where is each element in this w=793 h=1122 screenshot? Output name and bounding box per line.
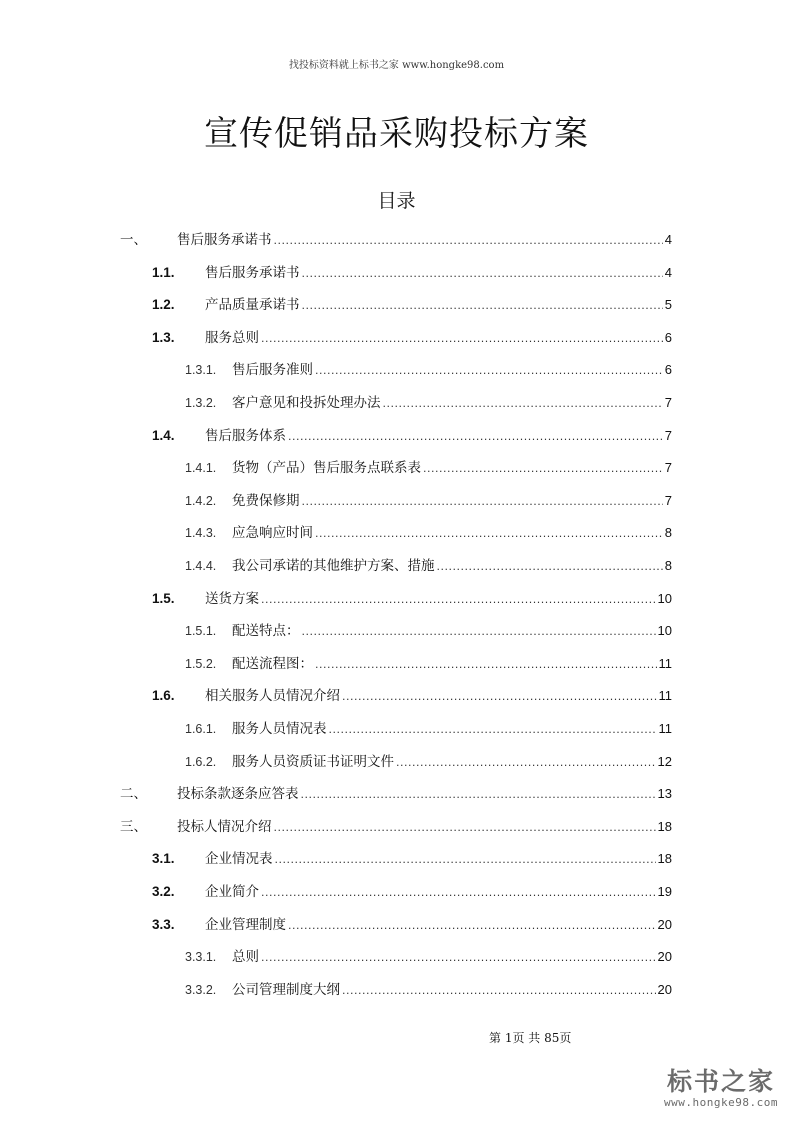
toc-entry[interactable] [185, 978, 672, 998]
dot-leader [383, 397, 663, 410]
toc-entry-number: 1.5.2. [185, 656, 217, 671]
dot-leader [315, 527, 663, 540]
toc-entry-text: 企业管理制度 [205, 916, 286, 933]
dot-leader [302, 299, 663, 312]
toc-entry-number: 1.6. [152, 688, 175, 704]
dot-leader [261, 886, 656, 899]
toc-entry-number: 1.6.1. [185, 722, 217, 736]
toc-entry-number: 1.4.3. [185, 526, 217, 541]
logo-text: 标书之家 [666, 1067, 775, 1096]
toc-entry-page: 18 [657, 818, 672, 834]
toc-entry-text: 配送流程图： [232, 655, 313, 672]
toc-entry-page: 6 [664, 362, 672, 378]
toc-entry[interactable] [185, 391, 672, 411]
toc-entry[interactable] [152, 913, 672, 933]
toc-entry-text: 售后服务准则 [232, 362, 313, 379]
toc-entry-number: 1.5.1. [185, 624, 217, 639]
toc-entry[interactable] [120, 815, 672, 835]
toc-entry-number: 3.3. [152, 916, 175, 932]
toc-entry-text: 售后服务承诺书 [177, 232, 272, 248]
document-title: 宣传促销品采购投标方案 [204, 114, 589, 154]
page-number: 第 1页 共 85页 [489, 1031, 572, 1045]
toc-entry-number: 三、 [120, 818, 147, 835]
toc-entry-page: 4 [664, 264, 672, 280]
toc-entry-page: 11 [658, 688, 672, 704]
toc-heading: 目录 [377, 190, 416, 212]
dot-leader [275, 853, 656, 866]
toc-entry-page: 8 [664, 525, 672, 541]
toc-entry[interactable] [152, 424, 672, 444]
toc-entry-number: 1.4.4. [185, 559, 217, 573]
toc-entry-text: 企业情况表 [205, 851, 273, 868]
toc-entry-text: 总则 [232, 949, 259, 966]
toc-entry-number: 3.2. [152, 884, 175, 899]
toc-entry[interactable] [120, 228, 672, 248]
dot-leader [302, 495, 663, 508]
toc-entry-page: 12 [657, 753, 672, 769]
toc-entry[interactable] [185, 456, 672, 476]
dot-leader [288, 919, 656, 932]
toc-entry[interactable] [185, 717, 672, 737]
dot-leader [301, 788, 656, 801]
toc-entry-page: 5 [664, 297, 672, 313]
toc-entry[interactable] [185, 489, 672, 509]
toc-entry[interactable] [185, 652, 672, 672]
dot-leader [342, 690, 657, 703]
toc-entry[interactable] [185, 358, 672, 378]
toc-entry-text: 免费保修期 [232, 492, 300, 509]
toc-entry-text: 货物（产品）售后服务点联系表 [232, 460, 421, 477]
dot-leader [396, 756, 656, 769]
dot-leader [437, 560, 663, 573]
toc-entry[interactable] [120, 782, 672, 802]
toc-entry-number: 1.4.1. [185, 461, 217, 476]
toc-entry-text: 售后服务承诺书 [205, 264, 300, 281]
dot-leader [329, 723, 657, 736]
toc-entry[interactable] [152, 587, 672, 607]
toc-entry[interactable] [185, 554, 672, 574]
toc-entry[interactable] [185, 521, 672, 541]
toc-entry-number: 1.4.2. [185, 493, 217, 508]
toc-entry-text: 服务人员情况表 [232, 721, 327, 737]
toc-entry[interactable] [152, 326, 672, 346]
toc-entry-number: 3.1. [152, 851, 175, 867]
toc-entry-text: 售后服务体系 [205, 427, 286, 444]
dot-leader [315, 658, 657, 671]
toc-entry-number: 1.3.1. [185, 363, 217, 378]
toc-entry-page: 10 [657, 623, 672, 639]
toc-entry-number: 1.6.2. [185, 754, 217, 769]
dot-leader [302, 625, 656, 638]
toc-entry[interactable] [185, 945, 672, 965]
watermark-logo [655, 1068, 787, 1109]
toc-entry-number: 二、 [120, 786, 147, 803]
toc-entry[interactable] [152, 847, 672, 867]
toc-entry-text: 投标人情况介绍 [177, 818, 272, 835]
toc-entry[interactable] [185, 750, 672, 770]
toc-entry[interactable] [152, 684, 672, 704]
dot-leader [274, 234, 663, 247]
toc-entry-page: 6 [664, 329, 672, 345]
toc-entry[interactable] [152, 880, 672, 900]
page-header: 找投标资料就上标书之家 www.hongke98.com [288, 60, 505, 71]
dot-leader [261, 332, 663, 345]
toc-entry-text: 服务总则 [205, 329, 259, 346]
toc-entry-page: 8 [664, 558, 672, 573]
dot-leader [423, 462, 663, 475]
toc-entry-text: 配送特点： [232, 623, 300, 640]
toc-entry-number: 1.4. [152, 427, 175, 443]
dot-leader [288, 430, 663, 443]
toc-entry-page: 7 [664, 395, 672, 410]
toc-entry-text: 投标条款逐条应答表 [177, 786, 299, 803]
toc-entry-page: 20 [657, 981, 672, 997]
dot-leader [261, 951, 656, 964]
dot-leader [315, 364, 663, 377]
toc-entry-page: 19 [657, 884, 672, 899]
toc-entry-number: 1.2. [152, 297, 175, 313]
dot-leader [274, 821, 656, 834]
toc-entry-text: 送货方案 [205, 590, 259, 607]
toc-entry-number: 1.5. [152, 590, 175, 606]
toc-entry-page: 11 [658, 655, 672, 671]
toc-entry-text: 应急响应时间 [232, 525, 313, 542]
toc-entry-text: 服务人员资质证书证明文件 [232, 753, 394, 770]
toc-entry-page: 20 [657, 916, 672, 932]
toc-entry-page: 10 [657, 590, 672, 606]
toc-entry-number: 1.3. [152, 329, 175, 345]
toc-entry-page: 18 [657, 851, 672, 867]
toc-entry-number: 1.1. [152, 264, 175, 280]
toc-entry[interactable] [152, 261, 672, 281]
toc-entry-page: 20 [657, 949, 672, 965]
toc-entry-page: 4 [664, 232, 672, 247]
toc-entry-page: 11 [658, 721, 672, 736]
toc-entry-page: 7 [664, 492, 672, 508]
toc-entry-text: 产品质量承诺书 [205, 297, 300, 314]
toc-entry[interactable] [185, 619, 672, 639]
toc-entry-text: 相关服务人员情况介绍 [205, 688, 340, 705]
toc-entry-number: 3.3.2. [185, 982, 217, 997]
toc-entry-page: 13 [657, 786, 672, 802]
dot-leader [342, 984, 656, 997]
toc-entry-text: 企业简介 [205, 884, 259, 900]
toc-entry-page: 7 [664, 460, 672, 476]
toc-entry[interactable] [152, 293, 672, 313]
toc-entry-text: 客户意见和投拆处理办法 [232, 395, 381, 411]
toc-entry-text: 公司管理制度大纲 [232, 981, 340, 998]
toc-entry-page: 7 [664, 427, 672, 443]
dot-leader [302, 267, 663, 280]
toc-entry-text: 我公司承诺的其他维护方案、措施 [232, 558, 435, 574]
toc-entry-number: 1.3.2. [185, 396, 217, 410]
toc-entry-number: 3.3.1. [185, 950, 217, 965]
logo-url: www.hongke98.com [664, 1096, 778, 1109]
toc-entry-number: 一、 [120, 232, 147, 248]
dot-leader [261, 593, 656, 606]
